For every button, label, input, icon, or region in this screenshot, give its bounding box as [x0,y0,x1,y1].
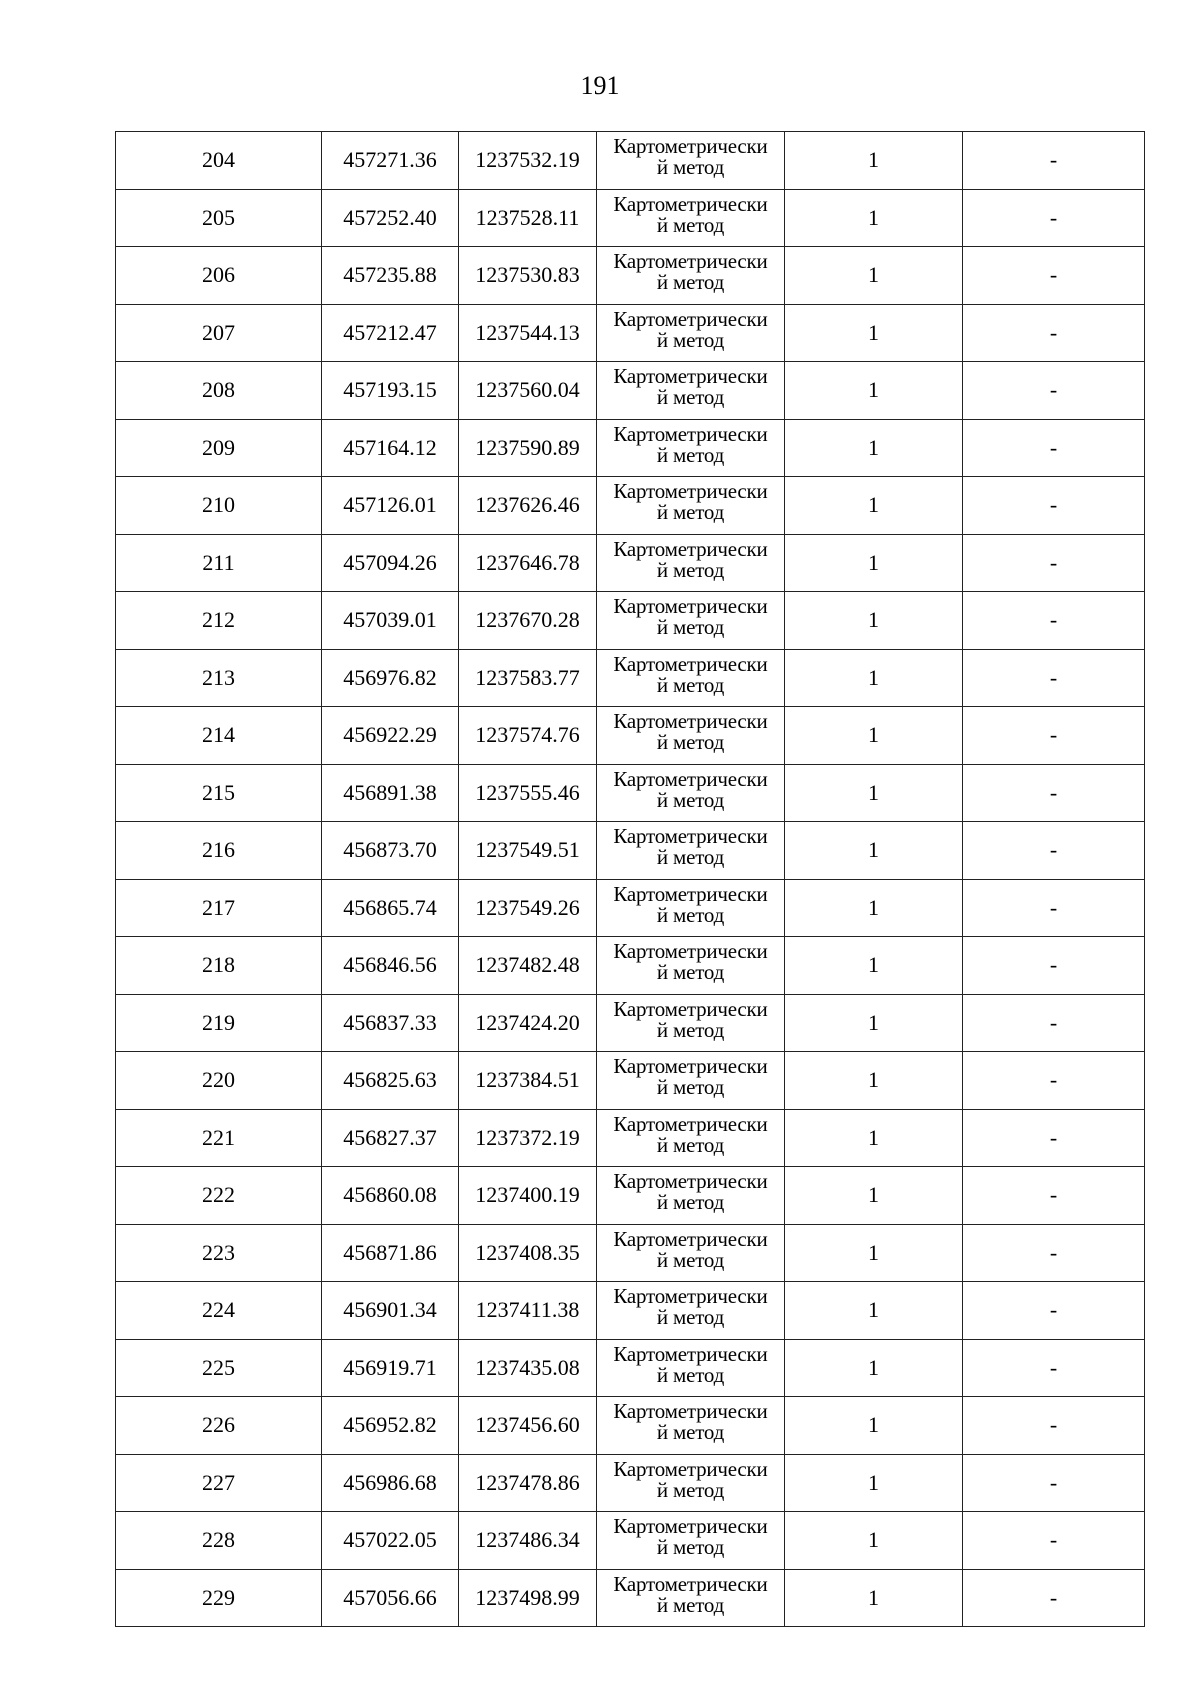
x-coordinate-cell: 456865.74 [322,879,459,937]
table-row [116,649,1145,707]
method-line-1: Картометрически [613,421,768,446]
x-coordinate-cell: 457022.05 [322,1512,459,1570]
note-cell: - [963,1282,1145,1340]
x-coordinate-cell: 457271.36 [322,132,459,190]
accuracy-cell: 1 [785,1454,963,1512]
y-coordinate-cell: 1237384.51 [459,1052,597,1110]
method-line-1: Картометрически [613,996,768,1021]
method-line-2: й метод [656,1477,725,1502]
method-line-1: Картометрически [613,766,768,791]
point-number-cell: 208 [116,362,322,420]
method-cell [597,247,785,305]
note-cell: - [963,764,1145,822]
accuracy-cell: 1 [785,1052,963,1110]
note-cell: - [963,362,1145,420]
method-line-1: Картометрически [613,881,768,906]
table-row [116,189,1145,247]
note-cell: - [963,534,1145,592]
method-line-2: й метод [656,730,725,754]
y-coordinate-cell: 1237408.35 [459,1224,597,1282]
method-cell [597,1109,785,1167]
x-coordinate-cell: 457039.01 [322,592,459,650]
method-line-1: Картометрически [613,824,768,848]
method-line-1: Картометрически [613,594,768,618]
point-number-cell: 214 [116,707,322,765]
y-coordinate-cell: 1237626.46 [459,477,597,535]
method-line-1: Картометрически [613,1456,768,1481]
method-line-1: Картометрически [613,1284,768,1308]
method-line-1: Картометрически [613,536,768,561]
method-line-1: Картометрически [613,651,768,676]
point-number-cell: 212 [116,592,322,650]
method-line-1: Картометрически [613,191,768,216]
table-row [116,419,1145,477]
method-cell [597,707,785,765]
method-line-2: й метод [656,902,725,927]
x-coordinate-cell: 456846.56 [322,937,459,995]
accuracy-cell: 1 [785,362,963,420]
point-number-cell: 220 [116,1052,322,1110]
y-coordinate-cell: 1237400.19 [459,1167,597,1225]
method-line-2: й метод [656,1362,725,1387]
table-row [116,879,1145,937]
y-coordinate-cell: 1237498.99 [459,1569,597,1627]
note-cell: - [963,937,1145,995]
point-number-cell: 222 [116,1167,322,1225]
point-number-cell: 226 [116,1397,322,1455]
x-coordinate-cell: 457056.66 [322,1569,459,1627]
point-number-cell: 223 [116,1224,322,1282]
note-cell: - [963,1224,1145,1282]
method-cell [597,132,785,190]
x-coordinate-cell: 457235.88 [322,247,459,305]
accuracy-cell: 1 [785,1224,963,1282]
point-number-cell: 224 [116,1282,322,1340]
point-number-cell: 219 [116,994,322,1052]
x-coordinate-cell: 457094.26 [322,534,459,592]
method-cell [597,1052,785,1110]
point-number-cell: 229 [116,1569,322,1627]
coordinates-table-body [116,132,1145,1627]
table-row [116,1454,1145,1512]
method-cell [597,1512,785,1570]
table-row [116,304,1145,362]
table-row [116,1339,1145,1397]
table-row [116,1282,1145,1340]
method-line-2: й метод [656,1247,725,1272]
method-line-2: й метод [656,327,725,352]
point-number-cell: 218 [116,937,322,995]
y-coordinate-cell: 1237544.13 [459,304,597,362]
method-line-2: й метод [656,385,725,409]
point-number-cell: 210 [116,477,322,535]
y-coordinate-cell: 1237372.19 [459,1109,597,1167]
method-cell [597,1339,785,1397]
method-cell [597,879,785,937]
method-cell [597,592,785,650]
accuracy-cell: 1 [785,132,963,190]
note-cell: - [963,1569,1145,1627]
table-row [116,247,1145,305]
method-line-2: й метод [656,270,725,294]
table-row [116,1224,1145,1282]
accuracy-cell: 1 [785,649,963,707]
point-number-cell: 217 [116,879,322,937]
accuracy-cell: 1 [785,1282,963,1340]
note-cell: - [963,879,1145,937]
y-coordinate-cell: 1237646.78 [459,534,597,592]
method-cell [597,1454,785,1512]
method-line-1: Картометрически [613,306,768,331]
method-line-2: й метод [656,500,725,524]
note-cell: - [963,1052,1145,1110]
method-cell [597,994,785,1052]
x-coordinate-cell: 456873.70 [322,822,459,880]
y-coordinate-cell: 1237486.34 [459,1512,597,1570]
note-cell: - [963,1397,1145,1455]
point-number-cell: 209 [116,419,322,477]
method-line-2: й метод [656,557,725,582]
x-coordinate-cell: 456827.37 [322,1109,459,1167]
y-coordinate-cell: 1237435.08 [459,1339,597,1397]
y-coordinate-cell: 1237482.48 [459,937,597,995]
accuracy-cell: 1 [785,247,963,305]
note-cell: - [963,247,1145,305]
accuracy-cell: 1 [785,1339,963,1397]
method-line-2: й метод [656,615,725,639]
method-line-1: Картометрически [613,1226,768,1251]
method-cell [597,1224,785,1282]
x-coordinate-cell: 457126.01 [322,477,459,535]
accuracy-cell: 1 [785,592,963,650]
point-number-cell: 227 [116,1454,322,1512]
table-row [116,1397,1145,1455]
method-cell [597,304,785,362]
x-coordinate-cell: 457164.12 [322,419,459,477]
note-cell: - [963,1339,1145,1397]
method-line-1: Картометрически [613,1054,768,1078]
method-line-2: й метод [656,1017,725,1042]
accuracy-cell: 1 [785,707,963,765]
method-line-1: Картометрически [613,249,768,273]
method-line-2: й метод [656,1420,725,1444]
x-coordinate-cell: 456860.08 [322,1167,459,1225]
y-coordinate-cell: 1237590.89 [459,419,597,477]
method-cell [597,649,785,707]
coordinates-table [115,131,1145,1627]
method-cell [597,362,785,420]
table-row [116,362,1145,420]
method-cell [597,189,785,247]
note-cell: - [963,477,1145,535]
method-line-2: й метод [656,672,725,697]
y-coordinate-cell: 1237530.83 [459,247,597,305]
method-line-2: й метод [656,442,725,467]
y-coordinate-cell: 1237532.19 [459,132,597,190]
accuracy-cell: 1 [785,764,963,822]
point-number-cell: 215 [116,764,322,822]
note-cell: - [963,707,1145,765]
x-coordinate-cell: 456901.34 [322,1282,459,1340]
method-line-1: Картометрически [613,1341,768,1366]
accuracy-cell: 1 [785,1397,963,1455]
x-coordinate-cell: 456976.82 [322,649,459,707]
table-row [116,1167,1145,1225]
method-cell [597,822,785,880]
method-cell [597,534,785,592]
accuracy-cell: 1 [785,1569,963,1627]
x-coordinate-cell: 456891.38 [322,764,459,822]
note-cell: - [963,1167,1145,1225]
method-line-2: й метод [656,1305,725,1329]
x-coordinate-cell: 456871.86 [322,1224,459,1282]
note-cell: - [963,592,1145,650]
table-row [116,1109,1145,1167]
accuracy-cell: 1 [785,937,963,995]
point-number-cell: 225 [116,1339,322,1397]
method-line-2: й метод [656,1132,725,1157]
note-cell: - [963,1454,1145,1512]
accuracy-cell: 1 [785,822,963,880]
y-coordinate-cell: 1237424.20 [459,994,597,1052]
point-number-cell: 204 [116,132,322,190]
x-coordinate-cell: 456922.29 [322,707,459,765]
method-line-2: й метод [656,787,725,812]
table-row [116,994,1145,1052]
y-coordinate-cell: 1237549.26 [459,879,597,937]
accuracy-cell: 1 [785,1109,963,1167]
accuracy-cell: 1 [785,189,963,247]
x-coordinate-cell: 456952.82 [322,1397,459,1455]
y-coordinate-cell: 1237528.11 [459,189,597,247]
accuracy-cell: 1 [785,477,963,535]
y-coordinate-cell: 1237411.38 [459,1282,597,1340]
accuracy-cell: 1 [785,1512,963,1570]
x-coordinate-cell: 457193.15 [322,362,459,420]
y-coordinate-cell: 1237478.86 [459,1454,597,1512]
y-coordinate-cell: 1237555.46 [459,764,597,822]
method-line-1: Картометрически [613,709,768,733]
note-cell: - [963,189,1145,247]
y-coordinate-cell: 1237560.04 [459,362,597,420]
table-row [116,707,1145,765]
point-number-cell: 221 [116,1109,322,1167]
x-coordinate-cell: 456919.71 [322,1339,459,1397]
method-cell [597,1569,785,1627]
accuracy-cell: 1 [785,994,963,1052]
table-row [116,477,1145,535]
method-line-2: й метод [656,845,725,869]
method-line-1: Картометрически [613,939,768,963]
table-row [116,1052,1145,1110]
page-number: 191 [580,71,620,100]
method-line-1: Картометрически [613,134,768,158]
accuracy-cell: 1 [785,879,963,937]
point-number-cell: 207 [116,304,322,362]
table-row [116,937,1145,995]
method-line-1: Картометрически [613,364,768,388]
point-number-cell: 228 [116,1512,322,1570]
method-line-2: й метод [656,1075,725,1099]
accuracy-cell: 1 [785,419,963,477]
method-cell [597,1397,785,1455]
y-coordinate-cell: 1237583.77 [459,649,597,707]
method-cell [597,1167,785,1225]
y-coordinate-cell: 1237574.76 [459,707,597,765]
table-row [116,1512,1145,1570]
note-cell: - [963,1109,1145,1167]
x-coordinate-cell: 456825.63 [322,1052,459,1110]
note-cell: - [963,1512,1145,1570]
x-coordinate-cell: 456986.68 [322,1454,459,1512]
note-cell: - [963,649,1145,707]
method-line-2: й метод [656,1190,725,1214]
method-line-2: й метод [656,212,725,237]
note-cell: - [963,419,1145,477]
method-line-2: й метод [656,155,725,179]
point-number-cell: 206 [116,247,322,305]
accuracy-cell: 1 [785,1167,963,1225]
method-line-2: й метод [656,960,725,984]
method-cell [597,1282,785,1340]
x-coordinate-cell: 457252.40 [322,189,459,247]
point-number-cell: 205 [116,189,322,247]
note-cell: - [963,822,1145,880]
method-line-1: Картометрически [613,1571,768,1596]
table-row [116,132,1145,190]
table-row [116,822,1145,880]
method-line-1: Картометрически [613,479,768,503]
table-row [116,1569,1145,1627]
table-row [116,592,1145,650]
x-coordinate-cell: 456837.33 [322,994,459,1052]
method-cell [597,419,785,477]
y-coordinate-cell: 1237456.60 [459,1397,597,1455]
method-line-1: Картометрически [613,1169,768,1193]
table-row [116,764,1145,822]
method-cell [597,764,785,822]
method-cell [597,937,785,995]
table-row [116,534,1145,592]
method-line-2: й метод [656,1592,725,1617]
point-number-cell: 211 [116,534,322,592]
accuracy-cell: 1 [785,304,963,362]
x-coordinate-cell: 457212.47 [322,304,459,362]
y-coordinate-cell: 1237670.28 [459,592,597,650]
method-line-2: й метод [656,1535,725,1559]
method-line-1: Картометрически [613,1514,768,1538]
y-coordinate-cell: 1237549.51 [459,822,597,880]
note-cell: - [963,304,1145,362]
point-number-cell: 213 [116,649,322,707]
note-cell: - [963,132,1145,190]
method-line-1: Картометрически [613,1399,768,1423]
method-cell [597,477,785,535]
method-line-1: Картометрически [613,1111,768,1136]
note-cell: - [963,994,1145,1052]
accuracy-cell: 1 [785,534,963,592]
point-number-cell: 216 [116,822,322,880]
